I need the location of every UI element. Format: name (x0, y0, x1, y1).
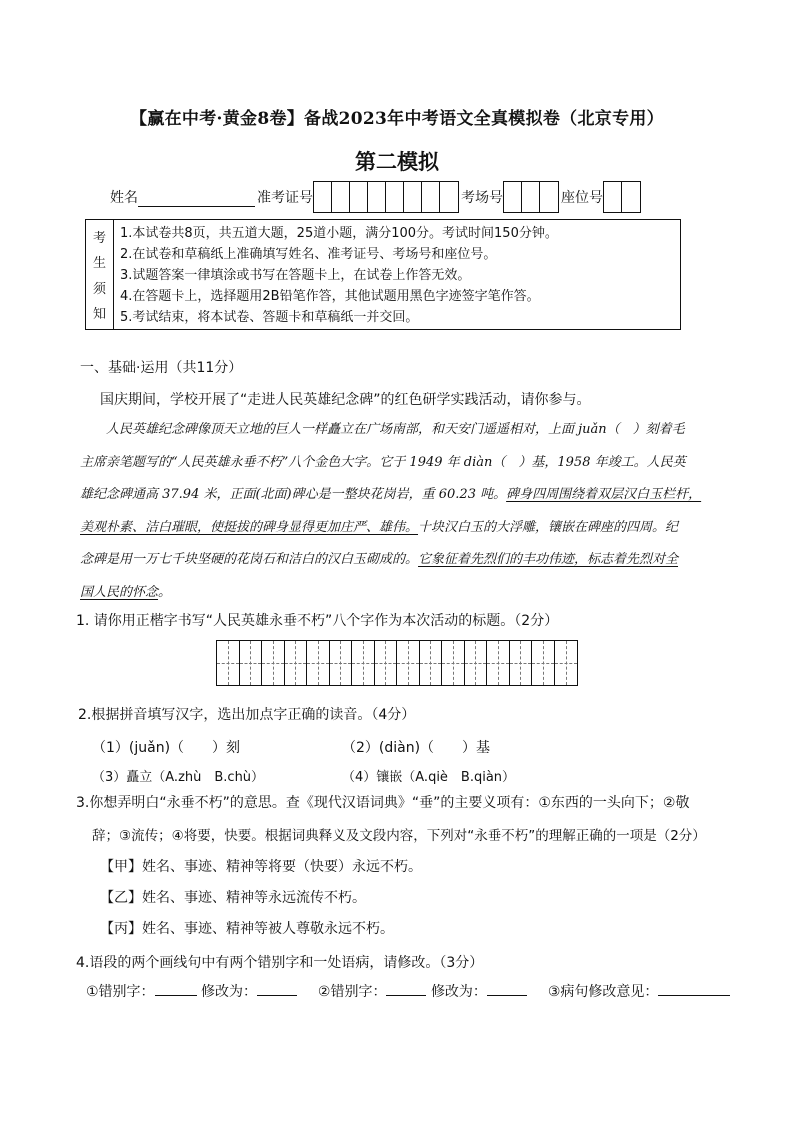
exam-title: 【赢在中考·黄金8卷】备战2023年中考语文全真模拟卷（北京专用） (130, 109, 664, 129)
notice-item: 1.本试卷共8页，共五道大题，25道小题，满分100分。考试时间150分钟。 (120, 226, 558, 241)
underlined-sentence-2-cont: 国人民的怀念 (80, 584, 159, 600)
candidate-info-row (110, 180, 643, 214)
grid-cell[interactable] (555, 641, 578, 685)
notice-side-label: 考 生 须 知 (86, 220, 114, 329)
grid-cell[interactable] (487, 641, 510, 685)
grid-cell[interactable] (465, 641, 488, 685)
question-4-answer-row: ①错别字： 修改为： ②错别字： 修改为： ③病句修改意见： (86, 980, 730, 1001)
notice-items (114, 220, 558, 329)
wrong-char-2-blank[interactable] (386, 980, 426, 996)
reading-passage (80, 414, 730, 609)
passage-line: 美观朴素、洁白璀眼，使挺拔的碑身显得更加庄严、雄伟。十块汉白玉的大浮雕，镶嵌在碑座的四周。纪 (80, 519, 679, 535)
grid-cell[interactable] (285, 641, 308, 685)
passage-line: 人民英雄纪念碑像顶天立地的巨人一样矗立在广场南部，和天安门遥遥相对，上面 juǎn（ ）刻着毛 (106, 422, 685, 437)
notice-item: 3.试题答案一律填涂或书写在答题卡上，在试卷上作答无效。 (120, 268, 471, 283)
question-3-option-a[interactable]: 【甲】姓名、事迹、精神等将要（快要）永远不朽。 (100, 859, 422, 875)
passage-line: 念碑是用一万七千块坚硬的花岗石和洁白的汉白玉砌成的。它象征着先烈们的丰功伟迹，标志着先烈对全 (80, 552, 679, 567)
question-2-stem: 2.根据拼音填写汉字，选出加点字正确的读音。（4分） (78, 707, 416, 723)
correction-2-blank[interactable] (487, 980, 527, 996)
passage-line: 国人民的怀念。 (80, 584, 172, 600)
exam-no-boxes[interactable] (313, 181, 459, 213)
name-field[interactable] (138, 188, 255, 207)
grid-cell[interactable] (532, 641, 555, 685)
exam-no-label: 准考证号 (257, 190, 313, 206)
passage-line: 主席亲笔题写的“人民英雄永垂不朽”八个金色大字。它于 1949 年 diàn（ ）基，1958 年竣工。人民英 (80, 454, 686, 470)
section-heading: 一、基础·运用（共11分） (80, 360, 243, 376)
candidate-notice-box (85, 219, 681, 330)
notice-item: 4.在答题卡上，选择题用2B铅笔作答，其他试题用黑色字迹签字笔作答。 (120, 289, 540, 304)
question-2-item-4: （4）镶嵌（A.qiè B.qiàn） (342, 770, 516, 785)
room-label: 考场号 (461, 190, 503, 206)
section-intro: 国庆期间，学校开展了“走进人民英雄纪念碑”的红色研学实践活动，请你参与。 (100, 392, 591, 408)
sentence-fix-blank[interactable] (658, 980, 730, 996)
room-boxes[interactable] (503, 181, 559, 213)
grid-cell[interactable] (330, 641, 353, 685)
underlined-sentence-1: 碑身四周围绕着双层汉白玉栏杆， (506, 487, 702, 502)
grid-cell[interactable] (375, 641, 398, 685)
grid-cell[interactable] (352, 641, 375, 685)
question-2-item-1: （1）(juǎn)（ ）刻 (92, 740, 241, 756)
grid-cell[interactable] (442, 641, 465, 685)
question-2-item-3: （3）矗立（A.zhù B.chù） (92, 770, 265, 785)
notice-item: 2.在试卷和草稿纸上准确填写姓名、准考证号、考场号和座位号。 (120, 247, 497, 262)
question-1: 1. 请你用正楷字书写“人民英雄永垂不朽”八个字作为本次活动的标题。（2分） (76, 613, 559, 629)
notice-item: 5.考试结束，将本试卷、答题卡和草稿纸一并交回。 (120, 310, 419, 325)
grid-cell[interactable] (510, 641, 533, 685)
grid-cell[interactable] (217, 641, 240, 685)
writing-grid[interactable] (216, 640, 578, 686)
seat-label: 座位号 (561, 190, 603, 206)
grid-cell[interactable] (420, 641, 443, 685)
question-2-item-2: （2）(diàn)（ ）基 (342, 740, 491, 756)
grid-cell[interactable] (240, 641, 263, 685)
question-3-stem-line-2: 辞；③流传；④将要，快要。根据词典释义及文段内容，下列对“永垂不朽”的理解正确的一项是（2分） (92, 828, 706, 844)
question-4-stem: 4.语段的两个画线句中有两个错别字和一处语病，请修改。（3分） (76, 955, 484, 971)
underlined-sentence-2: 它象征着先烈们的丰功伟迹，标志着先烈对全 (418, 552, 679, 567)
question-3-option-b[interactable]: 【乙】姓名、事迹、精神等永远流传不朽。 (100, 890, 366, 906)
passage-line: 雄纪念碑通高 37.94 米，正面(北面)碑心是一整块花岗岩，重 60.23 吨。碑身四周围绕着双层汉白玉栏杆， (80, 487, 702, 502)
grid-cell[interactable] (262, 641, 285, 685)
exam-subtitle: 第二模拟 (355, 149, 439, 174)
seat-boxes[interactable] (603, 181, 641, 213)
question-3-option-c[interactable]: 【丙】姓名、事迹、精神等被人尊敬永远不朽。 (100, 921, 394, 937)
underlined-sentence-1-cont: 美观朴素、洁白璀眼，使挺拔的碑身显得更加庄严、雄伟。 (80, 519, 419, 535)
question-3-stem-line-1: 3.你想弄明白“永垂不朽”的意思。查《现代汉语词典》“垂”的主要义项有：①东西的一头向下；②敬 (76, 795, 690, 811)
name-label: 姓名 (110, 190, 138, 206)
correction-1-blank[interactable] (257, 980, 297, 996)
wrong-char-1-blank[interactable] (155, 980, 197, 996)
grid-cell[interactable] (307, 641, 330, 685)
grid-cell[interactable] (397, 641, 420, 685)
